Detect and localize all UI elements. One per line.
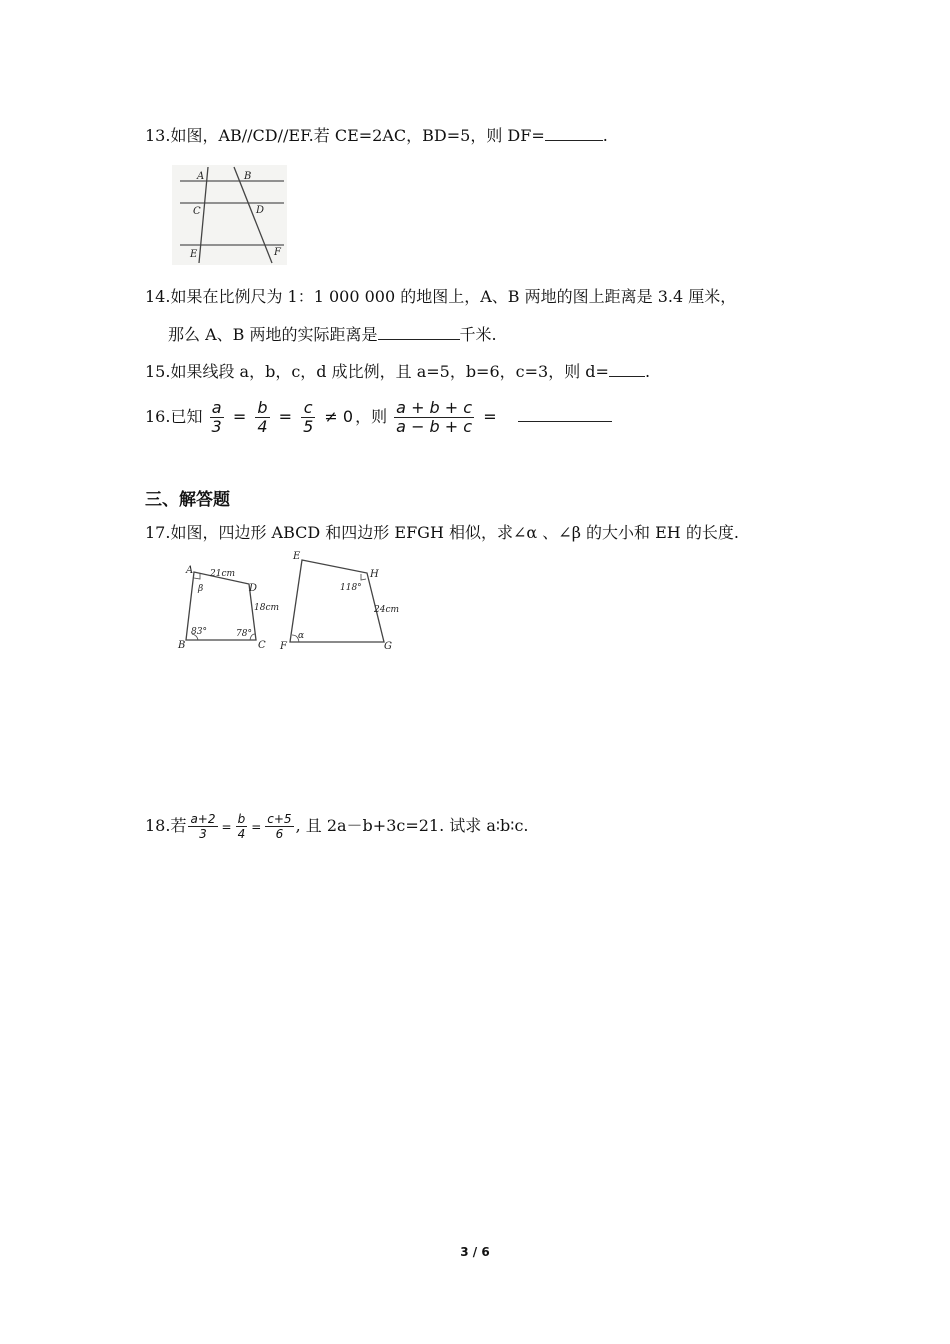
question-14-line1: [145, 286, 736, 308]
label-h: H: [370, 569, 379, 580]
numerator: c+5: [267, 812, 292, 826]
question-14-text: 14.如果在比例尺为 1：1 000 000 的地图上，A、B 两地的图上距离是 3.4 厘米，: [145, 287, 737, 306]
equals: =: [483, 407, 497, 426]
question-18-text: , 且 2a－b+3c=21. 试求 a∶b∶c.: [295, 816, 529, 835]
page-number: 3 / 6: [460, 1245, 490, 1259]
section-title: 三、解答题: [145, 490, 230, 510]
period: .: [644, 362, 651, 381]
fraction-c-5: [301, 399, 315, 436]
denominator: 4: [257, 417, 268, 436]
label-g: G: [384, 641, 392, 652]
not-equal-zero: ≠ 0: [324, 407, 354, 426]
period: .: [602, 126, 608, 145]
angle-h-value: 118°: [340, 583, 362, 593]
angle-mark-a: [194, 573, 200, 579]
figure-13-parallel-lines: [172, 165, 287, 265]
question-14-text-2: 那么 A、B 两地的实际距离是: [168, 325, 378, 344]
question-13-text: 13.如图，AB//CD//EF.若 CE=2AC，BD=5，则 DF=: [145, 126, 545, 145]
question-16-mid: ，则: [355, 407, 388, 426]
denominator: 6: [275, 827, 284, 841]
numerator: a: [210, 399, 224, 418]
label-f: F: [280, 641, 287, 652]
angle-b-value: 83°: [191, 627, 207, 637]
question-15: [145, 360, 650, 383]
figure-17-quadrilaterals: [172, 548, 402, 652]
question-18: [145, 806, 529, 847]
answer-blank: [609, 360, 645, 377]
equals: =: [278, 407, 293, 426]
label-d: D: [249, 583, 258, 594]
question-17: [145, 522, 739, 544]
equals: =: [232, 407, 247, 426]
answer-blank: [378, 323, 460, 340]
fraction-b-over-4: [236, 812, 248, 841]
label-a: A: [197, 171, 205, 182]
angle-c-value: 78°: [236, 629, 252, 639]
fraction-a-3: [210, 399, 224, 436]
question-16-prefix: 16.已知: [145, 407, 203, 426]
equals: =: [221, 820, 232, 834]
fraction-a-plus-2-over-3: [188, 812, 217, 841]
answer-blank: [518, 405, 612, 422]
label-b: B: [178, 640, 186, 651]
numerator: a+2: [190, 812, 216, 826]
unit-text: 千米.: [459, 325, 497, 344]
fraction-c-plus-5-over-6: [265, 812, 293, 841]
denominator: 5: [303, 417, 314, 436]
length-hg: 24cm: [374, 605, 400, 615]
label-a: A: [186, 565, 194, 576]
length-cd: 18cm: [254, 603, 280, 613]
denominator: 3: [199, 827, 207, 841]
label-c: C: [193, 206, 201, 217]
label-c: C: [258, 640, 266, 651]
question-15-text: 15.如果线段 a，b，c，d 成比例，且 a=5，b=6，c=3，则 d=: [145, 362, 609, 381]
denominator: 4: [237, 827, 246, 841]
question-16: [145, 394, 612, 440]
equals: =: [251, 820, 262, 834]
label-f: F: [274, 247, 281, 258]
question-13: [145, 124, 608, 147]
denominator: 3: [211, 417, 222, 436]
numerator: c: [301, 399, 315, 418]
label-e: E: [190, 249, 198, 260]
numerator: a + b + c: [396, 398, 473, 417]
label-b: B: [244, 171, 252, 182]
question-14-line2: [168, 323, 497, 346]
fraction-b-4: [255, 399, 269, 436]
answer-blank: [545, 124, 603, 141]
question-18-prefix: 18.若: [145, 816, 187, 835]
angle-mark-h: [361, 574, 366, 580]
numerator: b: [236, 812, 248, 827]
angle-alpha: α: [298, 631, 305, 641]
question-17-text: 17.如图，四边形 ABCD 和四边形 EFGH 相似，求∠α 、∠β 的大小和 EH 的长度.: [145, 523, 739, 542]
numerator: b: [255, 399, 269, 418]
label-e: E: [293, 551, 301, 562]
length-ad: 21cm: [210, 569, 236, 579]
fraction-sum-ratio: [394, 399, 474, 436]
denominator: a − b + c: [396, 417, 473, 436]
label-d: D: [256, 205, 265, 216]
angle-beta: β: [198, 584, 204, 594]
